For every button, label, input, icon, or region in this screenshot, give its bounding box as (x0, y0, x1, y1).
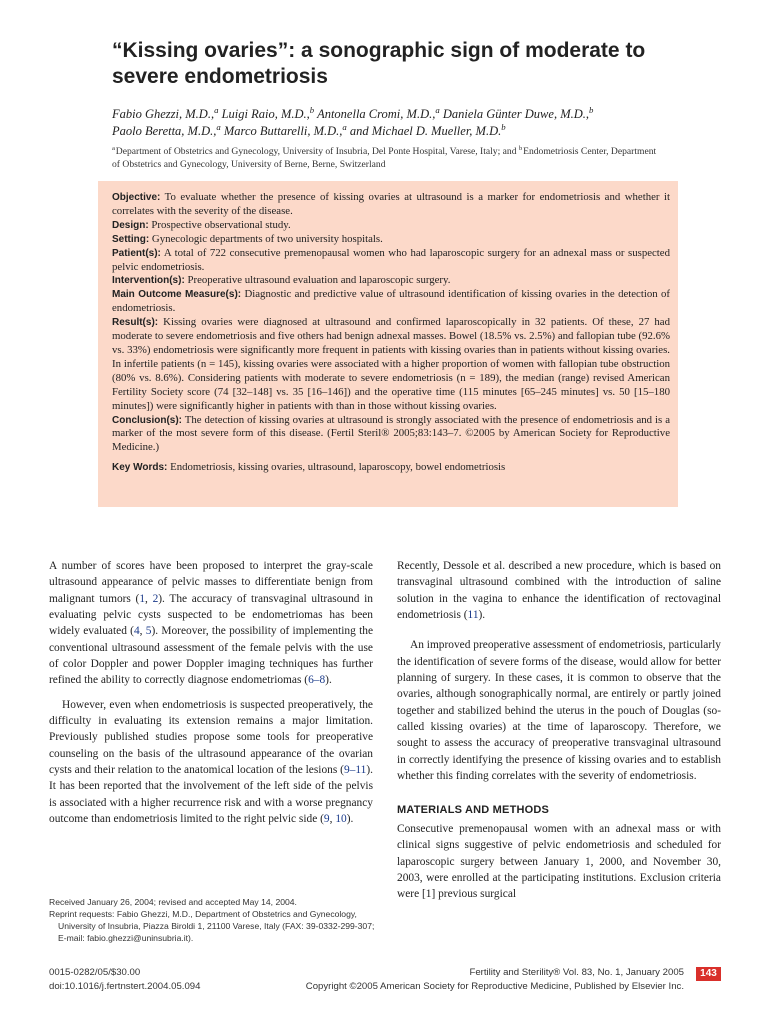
footer-left (49, 966, 200, 994)
received-dates: Received January 26, 2004; revised and accepted May 14, 2004. (49, 897, 297, 907)
section-heading-methods: MATERIALS AND METHODS (397, 804, 550, 817)
reference-link[interactable]: 9–11 (343, 764, 367, 777)
journal-citation: Fertility and Sterility® Vol. 83, No. 1, January 2005 (469, 967, 684, 978)
abstract-outcome: Main Outcome Measure(s): Diagnostic and predictive value of ultrasound identification of kissing ovaries in the detection of endometriosis. (112, 288, 670, 315)
abstract-results: Result(s): Kissing ovaries were diagnosed at ultrasound and confirmed laparoscopically in 32 patients. Of these, 27 had moderate to severe endometriosis and five others had benign adnexal masses. Bowel (18.5% vs. 2.5%) and fallopian tube (92.6% vs. 33%) endometriosis were significantly more frequent in patients with kissing ovaries than in patients without kissing ovaries. In infertile patients (n = 145), kissing ovaries were associated with a higher proportion of women with fallopian tube obstruction (80% vs. 8.6%). Considering patients with moderate to severe endometriosis (n = 189), the median (range) revised American Fertility Society score (74 [32–148] vs. 35 [16–146]) and the operative time (115 minutes [65–245 minutes] vs. 50 [15–180 minutes]) were significantly higher in patients with than in those without kissing ovaries. (112, 316, 670, 412)
author: Fabio Ghezzi, M.D.,$^a$ (112, 104, 219, 121)
author: Daniela Günter Duwe, M.D.,$^b$ (442, 104, 594, 121)
reprint-requests: Reprint requests: Fabio Ghezzi, M.D., Department of Obstetrics and Gynecology, University of Insubria, Piazza Biroldi 1, 21100 Varese, Italy (FAX: 39-0332-299-307; E-mail: fabio.ghezzi@uninsubria.it). (49, 909, 375, 943)
body-paragraph-continued: Recently, Dessole et al. described a new procedure, which is based on transvaginal ultrasound combined with the introduction of saline solution in the vagina to enhance the identification of rectovaginal endometriosis (11). (397, 560, 721, 622)
abstract-patients: Patient(s): A total of 722 consecutive premenopausal women who had laparoscopic surgery for an adnexal mass or suspected pelvic endometriosis. (112, 246, 670, 273)
reference-link[interactable]: 11 (467, 609, 479, 622)
author: and Michael D. Mueller, M.D.$^b$ (349, 121, 506, 138)
author: Marco Buttarelli, M.D.,$^a$ (223, 121, 347, 138)
reference-link[interactable]: 9 (323, 813, 330, 826)
reference-link[interactable]: 4 (133, 625, 140, 638)
author: Antonella Cromi, M.D.,$^a$ (317, 104, 440, 121)
reference-link[interactable]: 10 (335, 813, 347, 826)
author-list (112, 106, 672, 140)
author: Luigi Raio, M.D.,$^b$ (221, 104, 315, 121)
article-title: “Kissing ovaries”: a sonographic sign of moderate to severe endometriosis (112, 39, 646, 88)
reference-link[interactable]: 2 (152, 592, 159, 605)
abstract-objective: Objective: To evaluate whether the presence of kissing ovaries at ultrasound is a marker for endometriosis and whether it correlates with the severity of the disease. (112, 191, 670, 217)
body-paragraph: A number of scores have been proposed to interpret the gray-scale ultrasound appearance of pelvic masses to differentiate benign from malignant tumors (1, 2). The accuracy of transvaginal ultrasound in evaluating pelvic cysts suspected to be endometriomas has been widely evaluated (4, 5). Moreover, the possibility of implementing the conventional ultrasound assessment of the female pelvis with the use of color Doppler and power Doppler imaging techniques has further refined the ability to correctly diagnose endometriomas (6–8). (49, 560, 373, 687)
abstract-design: Design: Prospective observational study. (112, 218, 291, 231)
author: Paolo Beretta, M.D.,$^a$ (112, 121, 221, 138)
continued-text: Recently, Dessole et al. described a new procedure, which is based on transvaginal ultrasound combined with the introduction of saline solution in the vagina to enhance the identification of rectovaginal endometriosis ( (397, 560, 721, 622)
doi: doi:10.1016/j.fertnstert.2004.05.094 (49, 981, 201, 992)
footer-right (306, 966, 684, 994)
body-paragraph: An improved preoperative assessment of endometriosis, particularly the identification of severe forms of the disease, would allow for better planning of surgery. In these cases, it is common to observe that the ovaries, although sonographically normal, are entirely or partly joined together and stabilized behind the uterus in the pouch of Douglas (so-called kissing ovaries) at the time of laparoscopy. Therefore, we sought to assess the accuracy of preoperative transvaginal ultrasound in correctly identifying the presence of kissing ovaries and to establish whether this finding correlates with the severity of endometriosis. (397, 639, 721, 783)
abstract-setting: Setting: Gynecologic departments of two university hospitals. (112, 232, 383, 245)
abstract-conclusion: Conclusion(s): The detection of kissing ovaries at ultrasound is strongly associated with the presence of endometriosis and is a marker of the most severe form of this disease. (Fertil Steril® 2005;83:143–7. ©2005 by American Society for Reproductive Medicine.) (112, 413, 670, 454)
body-column-left (49, 558, 373, 828)
abstract-box (98, 181, 678, 507)
reference-link[interactable]: 5 (145, 625, 152, 638)
article-footnote (49, 896, 379, 944)
page-number: 143 (696, 967, 721, 981)
copyright: Copyright ©2005 American Society for Reproductive Medicine, Published by Elsevier Inc. (305, 981, 684, 992)
abstract-keywords: Key Words: Endometriosis, kissing ovaries, ultrasound, laparoscopy, bowel endometriosis (112, 461, 506, 474)
body-column-right (397, 558, 721, 903)
abstract-interventions: Intervention(s): Preoperative ultrasound evaluation and laparoscopic surgery. (112, 274, 451, 287)
body-paragraph: However, even when endometriosis is suspected preoperatively, the difficulty in evaluating its extension remains a major limitation. Previously published studies propose some tools for preoperative counseling on the basis of the ultrasound appearance of the ovarian cysts and their relation to the anatomical location of the lesions (9–11). It has been reported that the involvement of the left side of the pelvis is associated with a higher recurrence risk and with a worse pregnancy outcome than endometriosis limited to the right pelvic side (9, 10). (49, 698, 373, 826)
reference-link[interactable]: 1 (139, 592, 146, 605)
reference-link[interactable]: 6–8 (308, 674, 326, 687)
affiliations: $^a$ Department of Obstetrics and Gynecology, University of Insubria, Del Ponte Hospital, Varese, Italy; and $^b$ Endometriosis Center, Department of Obstetrics and Gynecology, University of Berne, Berne, Switzerland (112, 144, 657, 170)
body-paragraph: Consecutive premenopausal women with an adnexal mass or with clinical signs suggestive of pelvic endometriosis and scheduled for laparoscopic surgery between January 1, 2000, and November 30, 2003, were enrolled at the participating institutions. Exclusion criteria were [1] previous surgical (397, 822, 721, 901)
issn: 0015-0282/05/$30.00 (49, 967, 141, 978)
